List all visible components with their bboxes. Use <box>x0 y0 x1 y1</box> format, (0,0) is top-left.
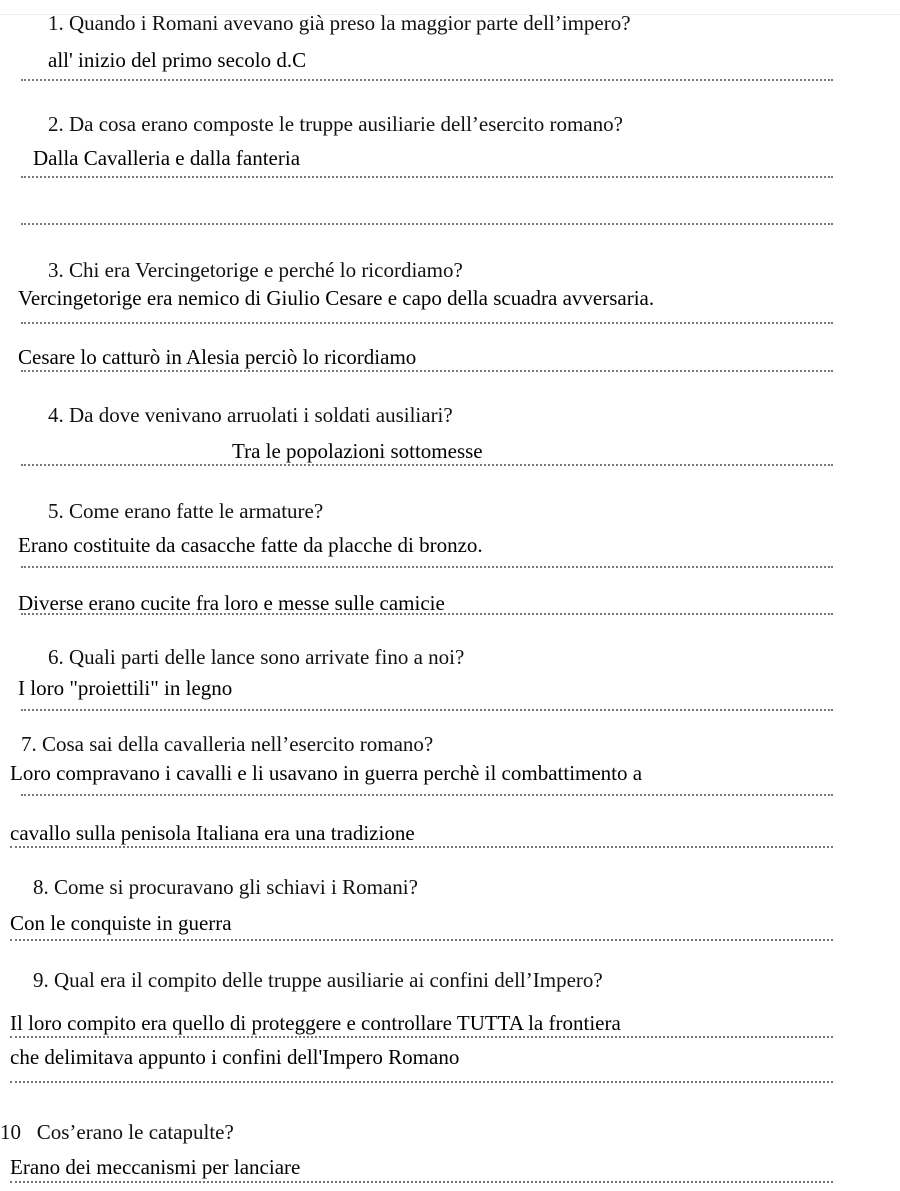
answer-4: Tra le popolazioni sottomesse <box>232 439 483 463</box>
question-10 <box>0 1122 234 1143</box>
question-text: Chi era Vercingetorige e perché lo ricordiamo? <box>69 258 463 282</box>
answer-7-line-2: cavallo sulla penisola Italiana era una tradizione <box>10 821 415 845</box>
answer-line <box>10 846 833 848</box>
answer-10: Erano dei meccanismi per lanciare <box>10 1155 301 1179</box>
question-text: Qual era il compito delle truppe ausiliarie ai confini dell’Impero? <box>54 968 603 992</box>
question-number: 1. <box>48 11 64 35</box>
answer-line <box>21 176 833 178</box>
answer-3-line-1: Vercingetorige era nemico di Giulio Cesare e capo della scuadra avversaria. <box>18 286 655 310</box>
question-number: 10 <box>0 1120 21 1144</box>
question-2 <box>48 114 623 135</box>
answer-line <box>10 1081 833 1083</box>
answer-3-line-2: Cesare lo catturò in Alesia perciò lo ricordiamo <box>18 345 417 369</box>
question-number: 3. <box>48 258 64 282</box>
question-1 <box>48 13 631 34</box>
question-number: 2. <box>48 112 64 136</box>
answer-line <box>21 79 833 81</box>
question-number: 8. <box>33 875 49 899</box>
question-number: 4. <box>48 403 64 427</box>
answer-7-line-1: Loro compravano i cavalli e li usavano in guerra perchè il combattimento a <box>10 761 643 785</box>
answer-5-line-2: Diverse erano cucite fra loro e messe sulle camicie <box>18 591 445 615</box>
answer-line <box>10 1181 833 1183</box>
question-5 <box>48 501 323 522</box>
answer-2: Dalla Cavalleria e dalla fanteria <box>33 146 301 170</box>
question-text: Da dove venivano arruolati i soldati ausiliari? <box>69 403 453 427</box>
answer-line <box>10 939 833 941</box>
answer-line <box>21 613 833 615</box>
answer-line <box>21 464 833 466</box>
question-3 <box>48 260 463 281</box>
question-text: Come si procuravano gli schiavi i Romani? <box>54 875 418 899</box>
answer-line <box>10 1036 833 1038</box>
answer-5-line-1: Erano costituite da casacche fatte da placche di bronzo. <box>18 533 483 557</box>
question-text: Cos’erano le catapulte? <box>36 1120 234 1144</box>
answer-line <box>21 566 833 568</box>
question-4 <box>48 405 453 426</box>
question-number: 5. <box>48 499 64 523</box>
answer-line <box>21 794 833 796</box>
question-text: Come erano fatte le armature? <box>69 499 324 523</box>
question-number: 9. <box>33 968 49 992</box>
answer-line <box>21 322 833 324</box>
question-number: 7. <box>21 732 37 756</box>
question-text: Cosa sai della cavalleria nell’esercito romano? <box>42 732 434 756</box>
question-text: Da cosa erano composte le truppe ausiliarie dell’esercito romano? <box>69 112 623 136</box>
question-9 <box>33 970 603 991</box>
question-7 <box>21 734 433 755</box>
answer-line <box>21 709 833 711</box>
question-6 <box>48 647 464 668</box>
answer-9-line-2: che delimitava appunto i confini dell'Impero Romano <box>10 1045 460 1069</box>
answer-1: all' inizio del primo secolo d.C <box>48 48 307 72</box>
question-text: Quali parti delle lance sono arrivate fino a noi? <box>69 645 465 669</box>
answer-line <box>21 370 833 372</box>
answer-line <box>21 223 833 225</box>
question-number: 6. <box>48 645 64 669</box>
question-8 <box>33 877 418 898</box>
answer-9-line-1: Il loro compito era quello di proteggere e controllare TUTTA la frontiera <box>10 1011 621 1035</box>
answer-6: I loro "proiettili" in legno <box>18 676 233 700</box>
answer-8: Con le conquiste in guerra <box>10 911 232 935</box>
question-text: Quando i Romani avevano già preso la maggior parte dell’impero? <box>69 11 631 35</box>
